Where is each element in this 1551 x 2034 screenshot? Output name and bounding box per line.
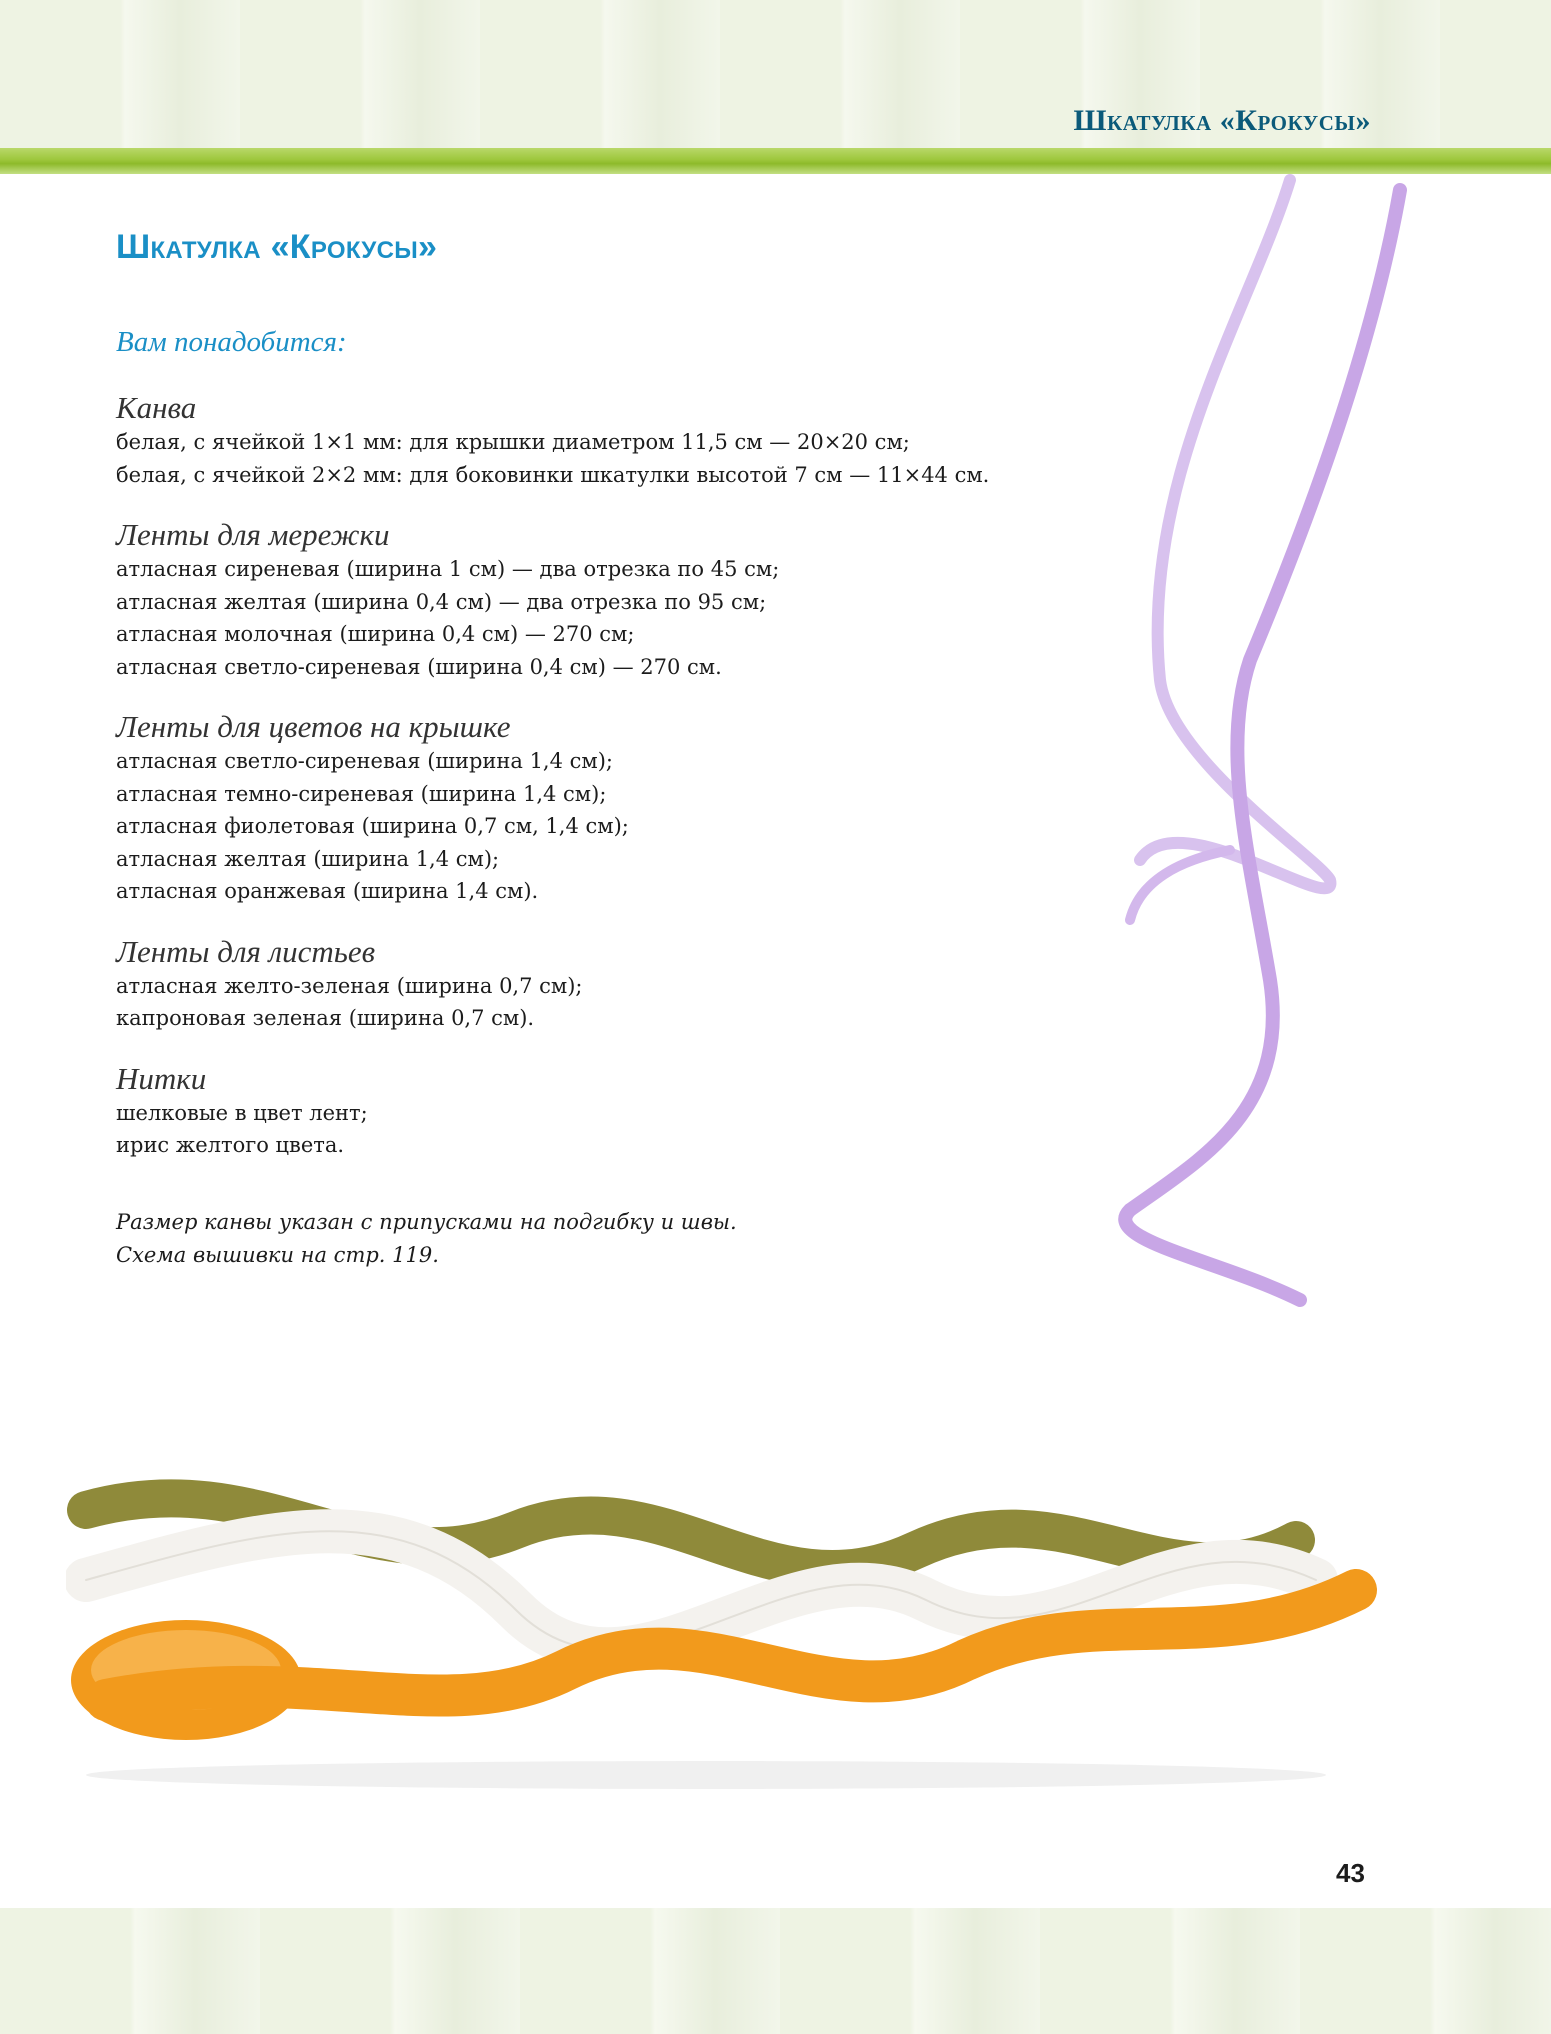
list-item: атласная темно-сиреневая (ширина 1,4 см); bbox=[116, 781, 607, 806]
note-canvas-size: Размер канвы указан с припусками на подгибку и швы. bbox=[116, 1210, 737, 1234]
list-item: шелковые в цвет лент; bbox=[116, 1100, 368, 1125]
list-item: атласная фиолетовая (ширина 0,7 см, 1,4 см); bbox=[116, 814, 629, 838]
list-item: ирис желтого цвета. bbox=[116, 1133, 345, 1157]
page-number: 43 bbox=[1336, 1858, 1365, 1888]
section-flower-ribbons bbox=[116, 709, 1116, 908]
list-item: атласная сиреневая (ширина 1 см) — два отрезка по 45 см; bbox=[116, 557, 780, 581]
note-scheme-page: Схема вышивки на стр. 119. bbox=[116, 1243, 439, 1267]
page-title: Шкатулка «Крокусы» bbox=[116, 228, 438, 266]
section-leaf-ribbons bbox=[116, 934, 1116, 1035]
lilac-ribbon-image bbox=[1100, 160, 1430, 1330]
twisted-ribbons-image bbox=[66, 1470, 1466, 1810]
list-item: атласная светло-сиреневая (ширина 1,4 см); bbox=[116, 749, 614, 773]
list-item: атласная желтая (ширина 0,4 см) — два отрезка по 95 см; bbox=[116, 589, 767, 614]
list-item: белая, с ячейкой 1×1 мм: для крышки диаметром 11,5 см — 20×20 см; bbox=[116, 430, 910, 454]
materials-list bbox=[116, 390, 1116, 1188]
section-title: Ленты для мережки bbox=[116, 517, 390, 552]
section-title: Канва bbox=[116, 390, 197, 425]
list-item: капроновая зеленая (ширина 0,7 см). bbox=[116, 1006, 535, 1030]
section-threads bbox=[116, 1061, 1116, 1162]
section-drawn-thread-ribbons bbox=[116, 517, 1116, 683]
section-title: Ленты для цветов на крышке bbox=[116, 709, 511, 744]
list-item: атласная оранжевая (ширина 1,4 см). bbox=[116, 879, 539, 903]
section-canvas bbox=[116, 390, 1116, 491]
list-item: атласная молочная (ширина 0,4 см) — 270 см; bbox=[116, 622, 635, 646]
materials-subtitle: Вам понадобится: bbox=[116, 326, 347, 358]
running-header: Шкатулка «Крокусы» bbox=[1073, 104, 1371, 137]
list-item: атласная желтая (ширина 1,4 см); bbox=[116, 846, 500, 871]
list-item: белая, с ячейкой 2×2 мм: для боковинки шкатулки высотой 7 см — 11×44 см. bbox=[116, 462, 990, 487]
section-title: Нитки bbox=[116, 1060, 207, 1096]
list-item: атласная светло-сиреневая (ширина 0,4 см) — 270 см. bbox=[116, 654, 722, 679]
list-item: атласная желто-зеленая (ширина 0,7 см); bbox=[116, 973, 583, 998]
section-title: Ленты для листьев bbox=[116, 933, 376, 969]
notes bbox=[116, 1206, 737, 1272]
bottom-background-band bbox=[0, 1908, 1551, 2034]
